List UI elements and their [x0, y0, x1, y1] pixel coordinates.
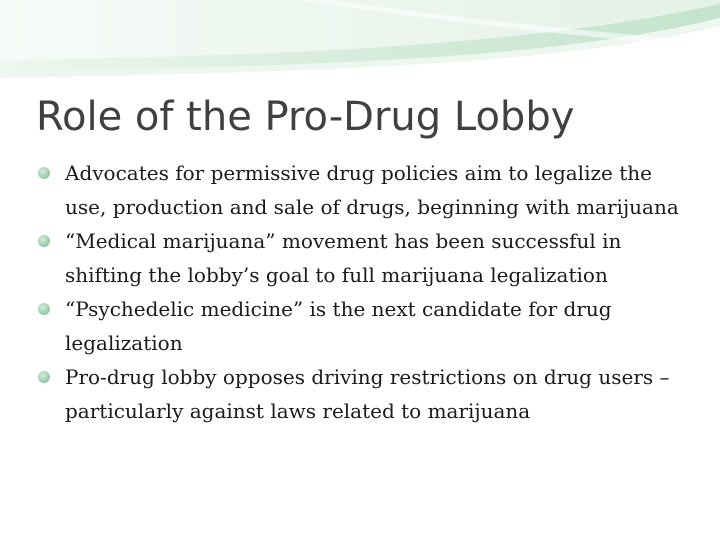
- bullet-text: “Psychedelic medicine” is the next candidate for drug legalization: [65, 297, 612, 355]
- bullet-item: [38, 292, 688, 360]
- header-swoosh-decoration: [0, 0, 720, 90]
- bullet-list: [38, 156, 688, 428]
- bullet-dot-icon: [38, 167, 50, 179]
- slide-title: Role of the Pro-Drug Lobby: [36, 94, 575, 140]
- bullet-text: Advocates for permissive drug policies aim to legalize the use, production and sale of drugs, beginning with marijuana: [65, 161, 679, 219]
- bullet-item: [38, 224, 688, 292]
- bullet-dot-icon: [38, 371, 50, 383]
- bullet-text: Pro-drug lobby opposes driving restrictions on drug users – particularly against laws related to marijuana: [65, 365, 670, 423]
- bullet-dot-icon: [38, 303, 50, 315]
- bullet-dot-icon: [38, 235, 50, 247]
- bullet-item: [38, 360, 688, 428]
- bullet-text: “Medical marijuana” movement has been successful in shifting the lobby’s goal to full marijuana legalization: [65, 229, 622, 287]
- bullet-item: [38, 156, 688, 224]
